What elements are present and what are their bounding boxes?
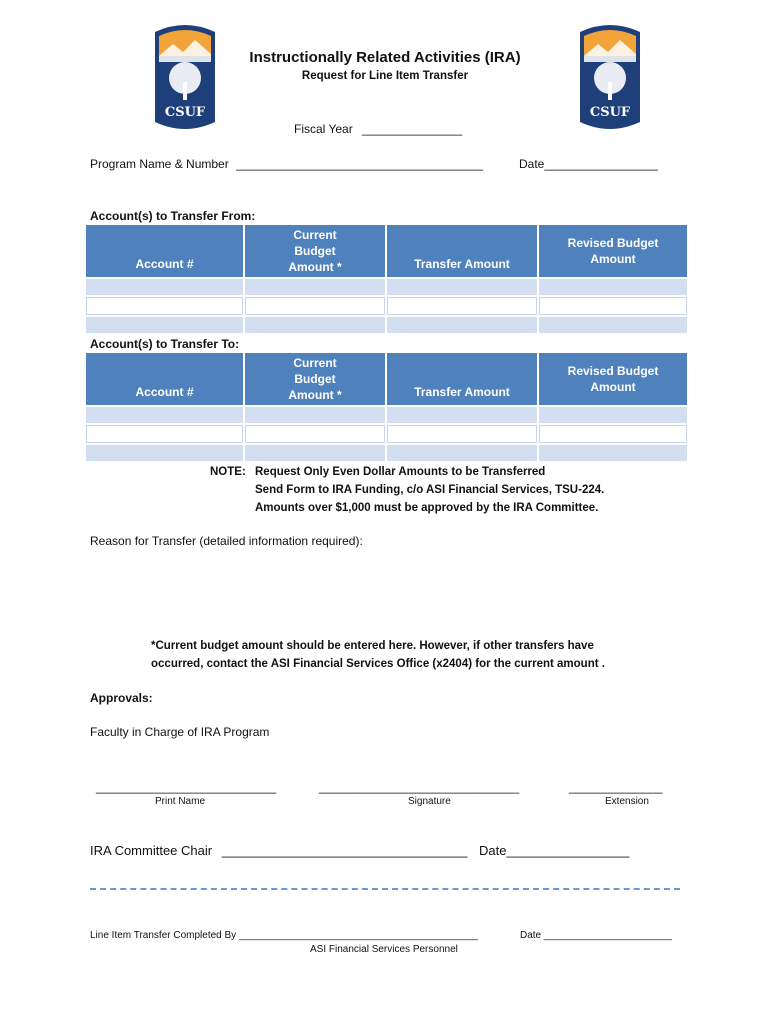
- note-block: [210, 463, 604, 517]
- transfer-amount-cell[interactable]: [387, 407, 537, 423]
- reason-field[interactable]: [90, 556, 686, 626]
- note-line: Send Form to IRA Funding, c/o ASI Financial Services, TSU-224.: [255, 484, 605, 496]
- current-budget-cell[interactable]: [245, 445, 385, 461]
- completion-field[interactable]: ___________________________________________: [238, 930, 479, 941]
- completion-date-field[interactable]: _______________________: [543, 930, 672, 941]
- header-revised-budget: Revised Budget Amount: [539, 225, 687, 277]
- form-title: Instructionally Related Activities (IRA): [249, 49, 521, 66]
- chair-field[interactable]: __________________________________: [221, 843, 468, 858]
- table-header-row: [86, 225, 687, 277]
- form-subtitle: Request for Line Item Transfer: [301, 70, 469, 82]
- header-current-budget: Current Budget Amount *: [245, 225, 385, 277]
- fiscal-year-row: [294, 122, 462, 136]
- print-name-caption: Print Name: [155, 796, 206, 807]
- chair-date-field[interactable]: _________________: [506, 843, 630, 858]
- current-budget-cell[interactable]: [245, 297, 385, 315]
- personnel-caption: ASI Financial Services Personnel: [310, 944, 458, 955]
- program-field[interactable]: _____________________________________: [236, 157, 483, 171]
- header-account: Account #: [86, 353, 243, 405]
- logo-text: CSUF: [164, 105, 206, 120]
- header-transfer-amount: Transfer Amount: [387, 353, 537, 405]
- table-row: [86, 317, 687, 333]
- fiscal-year-label: Fiscal Year: [294, 122, 353, 136]
- revised-budget-cell[interactable]: [539, 297, 687, 315]
- completion-date-row: [520, 930, 672, 941]
- revised-budget-cell[interactable]: [539, 445, 687, 461]
- transfer-amount-cell[interactable]: [387, 279, 537, 295]
- transfer-from-table: [84, 223, 689, 335]
- footnote-line: occurred, contact the ASI Financial Services Office (x2404) for the current amount .: [151, 658, 605, 670]
- transfer-amount-cell[interactable]: [387, 297, 537, 315]
- footnote: [151, 637, 605, 673]
- transfer-from-label: Account(s) to Transfer From:: [90, 209, 256, 223]
- signature-field[interactable]: ______________________________: [319, 780, 520, 794]
- account-cell[interactable]: [86, 407, 243, 423]
- footnote-line: *Current budget amount should be entered here. However, if other transfers have: [151, 640, 594, 652]
- revised-budget-cell[interactable]: [539, 407, 687, 423]
- transfer-to-table: [84, 351, 689, 463]
- account-cell[interactable]: [86, 297, 243, 315]
- cut-line-divider: [90, 888, 680, 890]
- table-header-row: [86, 353, 687, 405]
- faculty-label: Faculty in Charge of IRA Program: [90, 725, 270, 739]
- current-budget-cell[interactable]: [245, 425, 385, 443]
- table-row: [86, 297, 687, 315]
- header-account: Account #: [86, 225, 243, 277]
- logo-text: CSUF: [589, 105, 631, 120]
- revised-budget-cell[interactable]: [539, 425, 687, 443]
- chair-label: IRA Committee Chair: [90, 843, 213, 858]
- table-row: [86, 425, 687, 443]
- header-current-budget: Current Budget Amount *: [245, 353, 385, 405]
- account-cell[interactable]: [86, 425, 243, 443]
- date-row: [519, 157, 658, 171]
- program-row: [90, 157, 483, 171]
- chair-date-label: Date: [479, 843, 507, 858]
- account-cell[interactable]: [86, 445, 243, 461]
- completion-row: [90, 930, 478, 941]
- chair-row: [90, 843, 468, 858]
- signature-caption: Signature: [408, 796, 451, 807]
- current-budget-cell[interactable]: [245, 407, 385, 423]
- header-transfer-amount: Transfer Amount: [387, 225, 537, 277]
- account-cell[interactable]: [86, 317, 243, 333]
- note-line: Request Only Even Dollar Amounts to be Transferred: [255, 466, 546, 478]
- table-row: [86, 279, 687, 295]
- completion-date-label: Date: [520, 930, 542, 941]
- note-line: Amounts over $1,000 must be approved by the IRA Committee.: [255, 502, 599, 514]
- reason-label: Reason for Transfer (detailed information required):: [90, 534, 363, 548]
- extension-caption: Extension: [605, 796, 649, 807]
- program-label: Program Name & Number: [90, 157, 229, 171]
- date-label: Date: [519, 157, 545, 171]
- revised-budget-cell[interactable]: [539, 279, 687, 295]
- header-revised-budget: Revised Budget Amount: [539, 353, 687, 405]
- transfer-amount-cell[interactable]: [387, 445, 537, 461]
- print-name-field[interactable]: ___________________________: [96, 780, 277, 794]
- account-cell[interactable]: [86, 279, 243, 295]
- fiscal-year-field[interactable]: _______________: [362, 122, 463, 136]
- current-budget-cell[interactable]: [245, 317, 385, 333]
- transfer-amount-cell[interactable]: [387, 425, 537, 443]
- table-row: [86, 407, 687, 423]
- table-row: [86, 445, 687, 461]
- chair-date-row: [479, 843, 629, 858]
- transfer-to-label: Account(s) to Transfer To:: [90, 337, 240, 351]
- extension-field[interactable]: ______________: [569, 780, 663, 794]
- completion-label: Line Item Transfer Completed By: [90, 930, 237, 941]
- approvals-label: Approvals:: [90, 691, 153, 705]
- transfer-amount-cell[interactable]: [387, 317, 537, 333]
- current-budget-cell[interactable]: [245, 279, 385, 295]
- revised-budget-cell[interactable]: [539, 317, 687, 333]
- date-field[interactable]: _________________: [544, 157, 658, 171]
- note-prefix: NOTE:: [210, 466, 246, 478]
